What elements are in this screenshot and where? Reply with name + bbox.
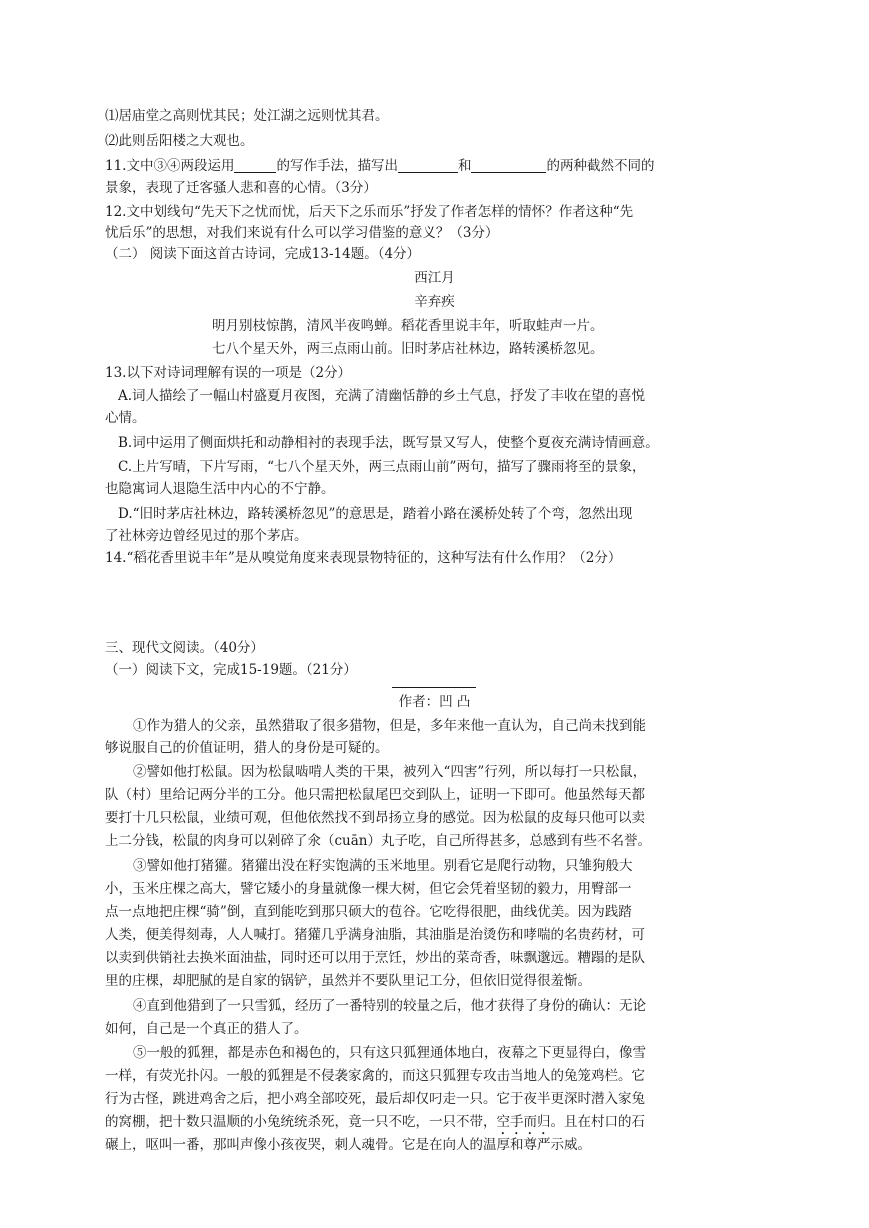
option-a-cont: 心情。 xyxy=(105,410,146,426)
paragraph-2-cont: 要打十几只松鼠，业绩可观，但他依然找不到昂扬立身的感觉。因为松鼠的皮每只他可以卖 xyxy=(105,810,645,826)
title-blank-line[interactable] xyxy=(392,687,476,688)
part-1-heading: （一）阅读下文，完成15-19题。（21分） xyxy=(105,662,357,678)
paragraph-2-cont: 上二分钱，松鼠的肉身可以剁碎了氽（cuān）丸子吃，自己所得甚多，总感到有些不名誉。 xyxy=(105,833,651,849)
paragraph-3-cont: 人类，便美得刻毒，人人喊打。猪獾几乎满身油脂，其油脂是治烫伤和哮喘的名贵药材，可 xyxy=(105,927,645,943)
paragraph-3-cont: 小，玉米庄棵之高大，譬它矮小的身量就像一棵大树，但它会凭着坚韧的毅力，用臀部一 xyxy=(105,881,632,897)
paragraph-1: ①作为猎人的父亲，虽然猎取了很多猎物，但是，多年来他一直认为，自己尚未找到能 xyxy=(133,718,646,734)
paragraph-5: ⑤一般的狐狸，都是赤色和褐色的，只有这只狐狸通体地白，夜幕之下更显得白，像雪 xyxy=(133,1045,646,1061)
poem-line-1: 明月别枝惊鹊，清风半夜鸣蝉。稻花香里说丰年，听取蛙声一片。 xyxy=(212,318,604,334)
section-3-heading: 三、现代文阅读。（40分） xyxy=(105,640,264,656)
question-12: 12.文中划线句“先天下之忧而忧，后天下之乐而乐”抒发了作者怎样的情怀？作者这种“先 xyxy=(105,204,634,220)
translation-item-1: ⑴居庙堂之高则忧其民；处江湖之远则忧其君。 xyxy=(105,108,389,124)
paragraph-5-cont: 的窝棚，把十数只温顺的小兔统统杀死，竟一只不吃，一只不带，空手而归。且在村口的石 xyxy=(105,1114,645,1130)
question-11-cont: 景象，表现了迁客骚人悲和喜的心情。（3分） xyxy=(105,180,377,196)
option-d: D.“旧时茅店社林边，路转溪桥忽见”的意思是，踏着小路在溪桥处转了个弯，忽然出现 xyxy=(118,506,633,522)
paragraph-2: ②譬如他打松鼠。因为松鼠啮啃人类的干果，被列入“四害”行列，所以每打一只松鼠， xyxy=(133,764,647,780)
paragraph-2-cont: 队（村）里给记两分半的工分。他只需把松鼠尾巴交到队上，证明一下即可。他虽然每天都 xyxy=(105,787,645,803)
paragraph-3-cont: 以卖到供销社去换米面油盐，同时还可以用于烹饪，炒出的菜奇香，味飘邈远。糟蹋的是队 xyxy=(105,950,645,966)
option-b: B.词中运用了侧面烘托和动静相衬的表现手法，既写景又写人，使整个夏夜充满诗情画意。 xyxy=(118,435,659,451)
poem-author: 辛弃疾 xyxy=(414,294,455,310)
part-2-heading: （二） 阅读下面这首古诗词，完成13-14题。（4分） xyxy=(105,246,421,262)
question-11: 11.文中③④两段运用 的写作手法，描写出 和 的两种截然不同的 xyxy=(105,158,655,174)
option-c: C.上片写晴，下片写雨，“七八个星天外，两三点雨山前”两句，描写了骤雨将至的景象， xyxy=(118,459,646,475)
option-d-cont: 了社林旁边曾经见过的那个茅店。 xyxy=(105,528,308,544)
paragraph-3-cont: 点一点地把庄棵“骑”倒，直到能吃到那只硕大的苞谷。它吃得很肥，曲线优美。因为践踏 xyxy=(105,904,632,920)
paragraph-5-cont: 碾上，呕叫一番，那叫声像小孩夜哭，刺人魂骨。它是在向人的温厚和尊严示威。 xyxy=(105,1137,591,1153)
question-14: 14.“稻花香里说丰年”是从嗅觉角度来表现景物特征的，这种写法有什么作用？（2分） xyxy=(105,550,622,566)
translation-item-2: ⑵此则岳阳楼之大观也。 xyxy=(105,133,254,149)
answer-blank[interactable] xyxy=(471,156,546,173)
paragraph-1-cont: 够说服自己的价值证明，猎人的身份是可疑的。 xyxy=(105,740,389,756)
option-a: A.词人描绘了一幅山村盛夏月夜图，充满了清幽恬静的乡土气息，抒发了丰收在望的喜悦 xyxy=(118,388,646,404)
article-author: 作者：凹 凸 xyxy=(398,694,471,710)
question-13: 13.以下对诗词理解有误的一项是（2分） xyxy=(105,365,352,381)
paragraph-5-cont: 行为古怪，跳进鸡舍之后，把小鸡全部咬死，最后却仅叼走一只。它于夜半更深时潜入家兔 xyxy=(105,1091,645,1107)
paragraph-4-cont: 如何，自己是一个真正的猎人了。 xyxy=(105,1021,308,1037)
paragraph-3-cont: 里的庄棵，却肥腻的是自家的锅铲，虽然并不要队里记工分，但依旧觉得很羞惭。 xyxy=(105,973,591,989)
option-c-cont: 也隐寓词人退隐生活中内心的不宁静。 xyxy=(105,481,335,497)
paragraph-3: ③譬如他打猪獾。猪獾出没在籽实饱满的玉米地里。别看它是爬行动物，只雏狗般大 xyxy=(133,858,633,874)
answer-blank[interactable] xyxy=(234,156,276,173)
emphasized-phrase: 空手而归 xyxy=(496,1114,551,1130)
paragraph-5-cont: 一样，有荧光扑闪。一般的狐狸是不侵袭家禽的，而这只狐狸专攻击当地人的兔笼鸡栏。它 xyxy=(105,1068,645,1084)
answer-blank[interactable] xyxy=(398,156,458,173)
poem-title: 西江月 xyxy=(414,270,455,286)
paragraph-4: ④直到他猎到了一只雪狐，经历了一番特别的较量之后，他才获得了身份的确认：无论 xyxy=(133,998,646,1014)
question-12-cont: 忧后乐”的思想，对我们来说有什么可以学习借鉴的意义？（3分） xyxy=(105,225,499,241)
poem-line-2: 七八个星天外，两三点雨山前。旧时茅店社林边，路转溪桥忽见。 xyxy=(212,341,604,357)
